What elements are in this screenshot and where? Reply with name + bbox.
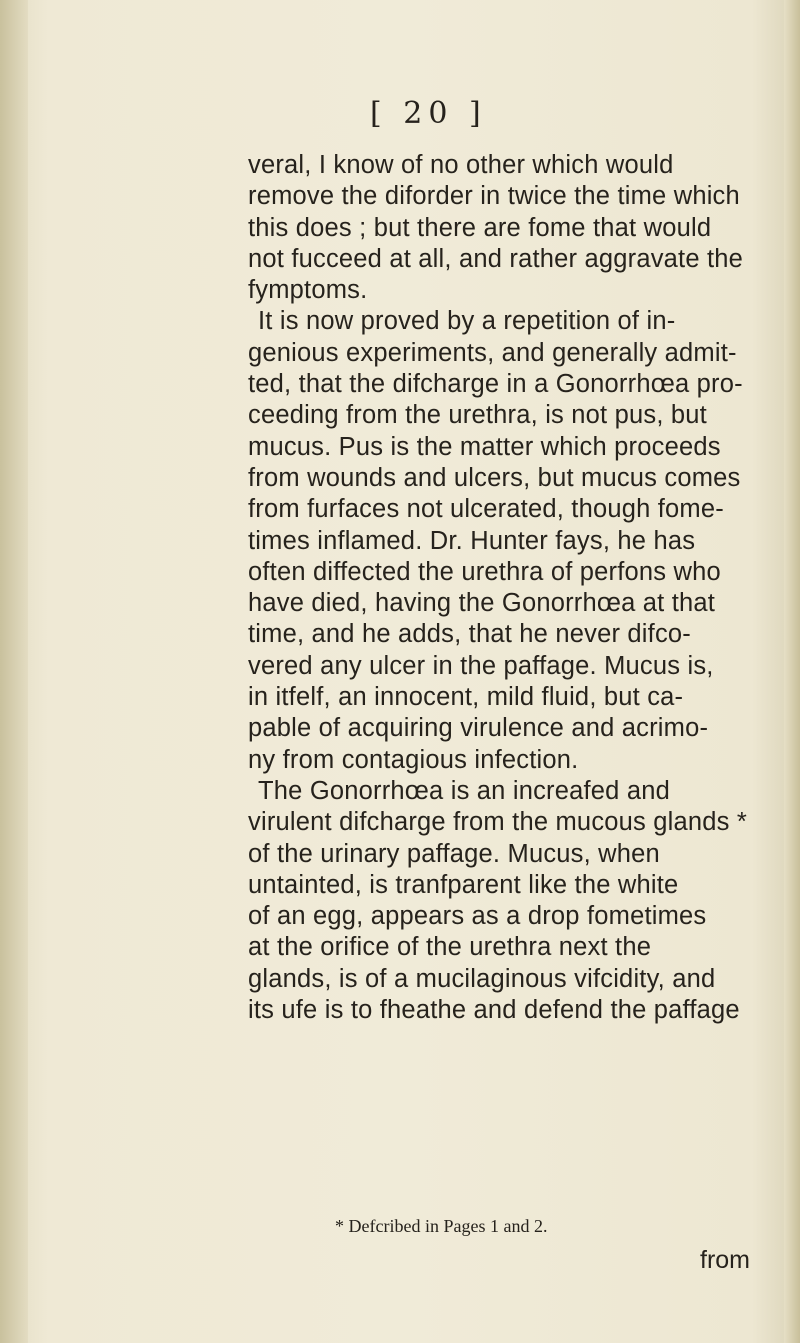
text-line: ted, that the difcharge in a Gonorrhœa pro- — [248, 370, 743, 399]
body-text — [248, 150, 748, 1026]
text-line: in itfelf, an innocent, mild fluid, but ca- — [248, 683, 684, 712]
text-line: of the urinary paffage. Mucus, when — [248, 839, 660, 868]
text-line: remove the diforder in twice the time which — [248, 182, 740, 211]
text-line: veral, I know of no other which would — [248, 151, 674, 179]
text-line: of an egg, appears as a drop fometimes — [248, 902, 707, 931]
text-line: untainted, is tranfparent like the white — [248, 870, 679, 899]
catchword: from — [700, 1246, 750, 1274]
text-line: virulent difcharge from the mucous glands * — [248, 808, 748, 837]
text-line: not fucceed at all, and rather aggravate the — [248, 244, 744, 273]
text-line: its ufe is to fheathe and defend the paffage — [248, 996, 740, 1025]
text-line: time, and he adds, that he never difco- — [248, 620, 691, 649]
text-line: fymptoms. — [248, 276, 368, 305]
text-line: often diffected the urethra of perfons who — [248, 557, 721, 586]
text-line: It is now proved by a repetition of in- — [258, 307, 676, 336]
text-line: ny from contagious infection. — [248, 745, 579, 774]
text-line: times inflamed. Dr. Hunter fays, he has — [248, 526, 696, 555]
page-gutter-left — [0, 0, 28, 1343]
footnote: * Defcribed in Pages 1 and 2. — [335, 1216, 548, 1236]
page-number: [ 20 ] — [370, 96, 487, 131]
text-line: have died, having the Gonorrhœa at that — [248, 589, 716, 618]
text-line: genious experiments, and generally admit- — [248, 338, 737, 367]
text-line: from furfaces not ulcerated, though fome- — [248, 495, 724, 524]
text-line: ceeding from the urethra, is not pus, but — [248, 401, 707, 430]
text-line: The Gonorrhœa is an increafed and — [258, 776, 670, 805]
text-line: at the orifice of the urethra next the — [248, 933, 652, 962]
text-line: vered any ulcer in the paffage. Mucus is, — [248, 651, 714, 680]
text-line: pable of acquiring virulence and acrimo- — [248, 714, 709, 743]
text-line: glands, is of a mucilaginous vifcidity, and — [248, 964, 716, 993]
text-line: mucus. Pus is the matter which proceeds — [248, 432, 721, 461]
text-line: from wounds and ulcers, but mucus comes — [248, 463, 741, 492]
page-gutter-right — [784, 0, 800, 1343]
text-line: this does ; but there are fome that would — [248, 213, 712, 242]
